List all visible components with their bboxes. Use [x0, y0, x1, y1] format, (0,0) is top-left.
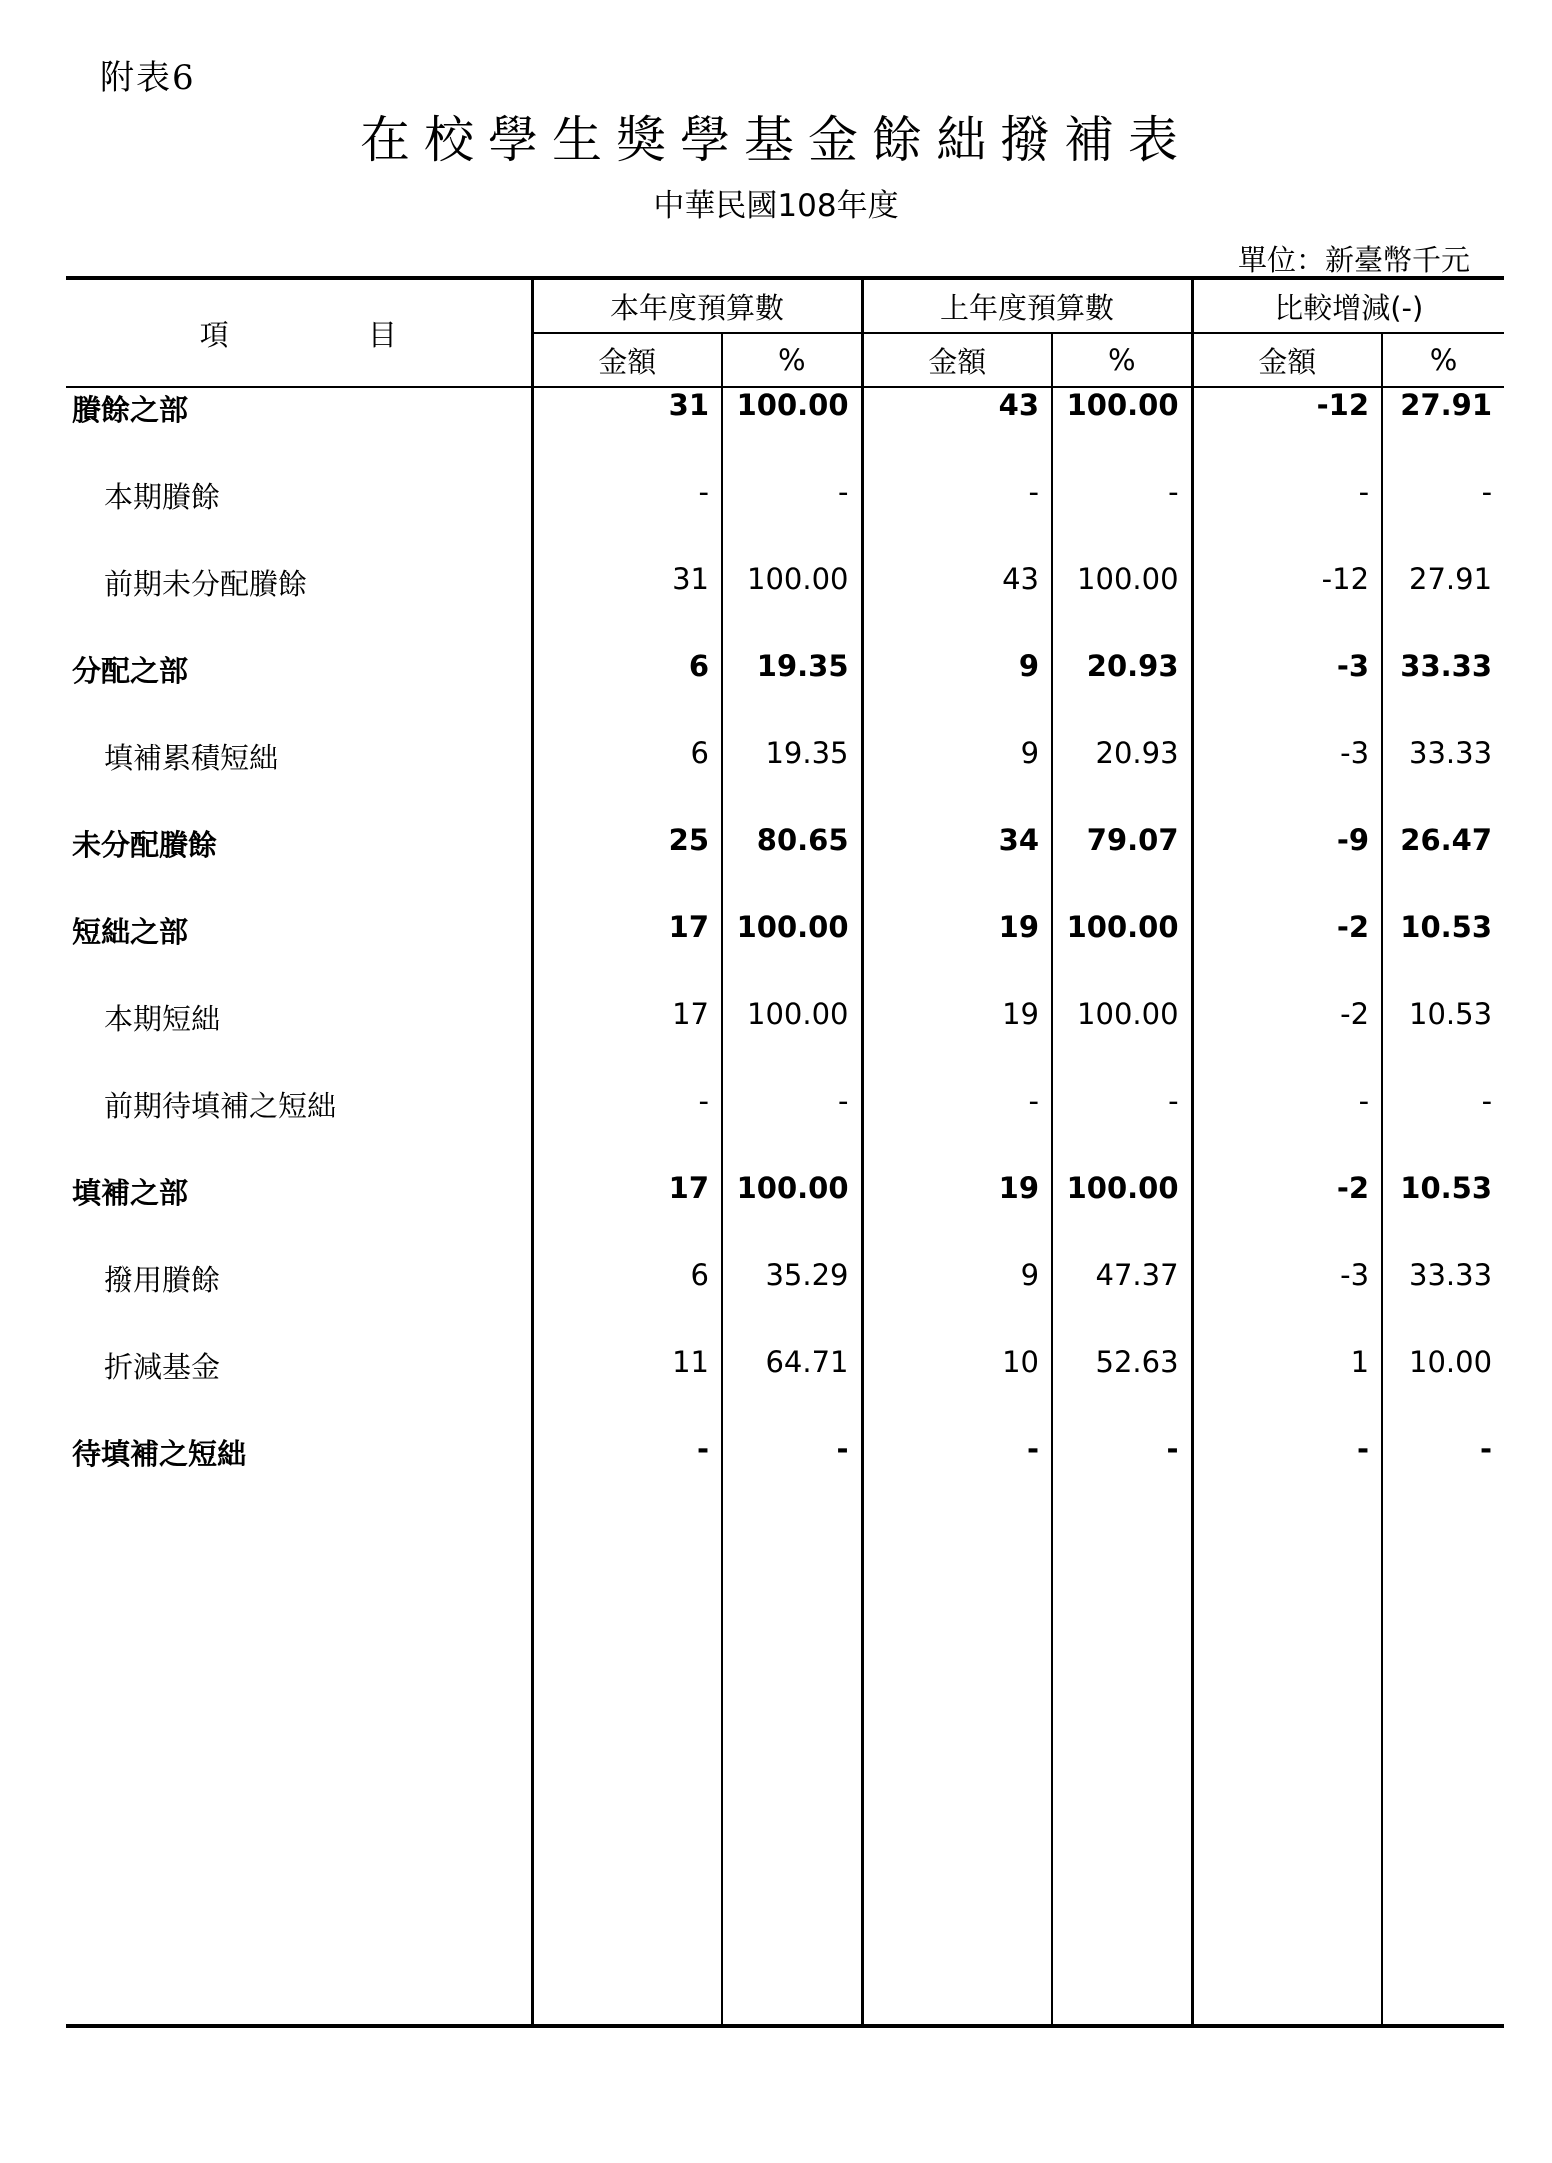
table-row: [66, 649, 1504, 736]
current-amount-cell: 31: [532, 562, 722, 649]
surplus-deficit-table: [66, 276, 1504, 2028]
current-amount-cell: 17: [532, 1171, 722, 1258]
row-label: 待填補之短絀: [72, 1437, 247, 1471]
table-row: [66, 1345, 1504, 1432]
current-percent-cell: -: [722, 475, 862, 562]
table-row: [66, 1084, 1504, 1171]
difference-percent-cell: 27.91: [1382, 562, 1504, 649]
previous-percent-cell: -: [1052, 475, 1192, 562]
filler-cell: [1052, 1519, 1192, 2026]
current-percent-cell: 100.00: [722, 997, 862, 1084]
filler-cell: [862, 1519, 1052, 2026]
attachment-label: 附表6: [100, 58, 196, 98]
difference-amount-cell: -2: [1192, 1171, 1382, 1258]
previous-amount-cell: 34: [862, 823, 1052, 910]
difference-amount-cell: -2: [1192, 910, 1382, 997]
difference-percent-cell: -: [1382, 1432, 1504, 1519]
difference-percent-cell: 10.53: [1382, 1171, 1504, 1258]
row-label: 本期賸餘: [104, 480, 221, 514]
item-column-header: 項 目: [66, 278, 532, 387]
previous-amount-cell: 9: [862, 736, 1052, 823]
row-label: 前期待填補之短絀: [104, 1089, 337, 1123]
filler-cell: [1382, 1519, 1504, 2026]
difference-amount-cell: 1: [1192, 1345, 1382, 1432]
difference-percent-cell: 33.33: [1382, 649, 1504, 736]
previous-percent-cell: 100.00: [1052, 562, 1192, 649]
current-percent-cell: 100.00: [722, 910, 862, 997]
current-amount-cell: -: [532, 475, 722, 562]
previous-percent-cell: 100.00: [1052, 1171, 1192, 1258]
table-row: [66, 823, 1504, 910]
table-body: [66, 387, 1504, 2026]
previous-amount-cell: -: [862, 1432, 1052, 1519]
amount-header: 金額: [532, 333, 722, 387]
previous-percent-cell: 20.93: [1052, 649, 1192, 736]
current-amount-cell: 17: [532, 997, 722, 1084]
row-label: 賸餘之部: [72, 393, 189, 427]
current-percent-cell: 35.29: [722, 1258, 862, 1345]
row-label: 未分配賸餘: [72, 828, 218, 862]
previous-percent-cell: 52.63: [1052, 1345, 1192, 1432]
current-percent-cell: 19.35: [722, 649, 862, 736]
table-row: [66, 475, 1504, 562]
previous-amount-cell: 9: [862, 1258, 1052, 1345]
previous-percent-cell: 100.00: [1052, 387, 1192, 475]
previous-amount-cell: -: [862, 1084, 1052, 1171]
table-row: [66, 562, 1504, 649]
filler-cell: [722, 1519, 862, 2026]
difference-percent-cell: -: [1382, 1084, 1504, 1171]
difference-percent-cell: 10.53: [1382, 997, 1504, 1084]
previous-amount-cell: 43: [862, 387, 1052, 475]
filler-cell: [532, 1519, 722, 2026]
current-percent-cell: 100.00: [722, 1171, 862, 1258]
previous-percent-cell: 100.00: [1052, 910, 1192, 997]
row-label: 填補之部: [72, 1176, 189, 1210]
current-amount-cell: 17: [532, 910, 722, 997]
difference-percent-cell: 26.47: [1382, 823, 1504, 910]
filler-cell: [66, 1519, 532, 2026]
current-percent-cell: 100.00: [722, 562, 862, 649]
previous-amount-cell: 43: [862, 562, 1052, 649]
row-label: 本期短絀: [104, 1002, 221, 1036]
previous-year-header: 上年度預算數: [862, 278, 1192, 333]
previous-percent-cell: -: [1052, 1432, 1192, 1519]
current-amount-cell: 6: [532, 649, 722, 736]
current-amount-cell: 25: [532, 823, 722, 910]
previous-amount-cell: 10: [862, 1345, 1052, 1432]
difference-amount-cell: -: [1192, 1432, 1382, 1519]
current-amount-cell: -: [532, 1084, 722, 1171]
difference-percent-cell: 10.53: [1382, 910, 1504, 997]
previous-percent-cell: 20.93: [1052, 736, 1192, 823]
table-row: [66, 997, 1504, 1084]
current-percent-cell: -: [722, 1084, 862, 1171]
row-label: 分配之部: [72, 654, 189, 688]
table-row: [66, 736, 1504, 823]
current-year-header: 本年度預算數: [532, 278, 862, 333]
current-percent-cell: 64.71: [722, 1345, 862, 1432]
table-row: [66, 1171, 1504, 1258]
table-filler-row: [66, 1519, 1504, 2026]
previous-amount-cell: 19: [862, 1171, 1052, 1258]
current-percent-cell: -: [722, 1432, 862, 1519]
table-row: [66, 1258, 1504, 1345]
current-percent-cell: 80.65: [722, 823, 862, 910]
amount-header: 金額: [1192, 333, 1382, 387]
row-label: 短絀之部: [72, 915, 189, 949]
difference-amount-cell: -12: [1192, 387, 1382, 475]
previous-percent-cell: 47.37: [1052, 1258, 1192, 1345]
document-title: 在校學生獎學基金餘絀撥補表: [360, 111, 1192, 169]
difference-amount-cell: -9: [1192, 823, 1382, 910]
amount-header: 金額: [862, 333, 1052, 387]
previous-amount-cell: 19: [862, 910, 1052, 997]
currency-unit: 單位：新臺幣千元: [1237, 243, 1470, 277]
current-percent-cell: 19.35: [722, 736, 862, 823]
current-amount-cell: 11: [532, 1345, 722, 1432]
previous-amount-cell: 9: [862, 649, 1052, 736]
difference-percent-cell: 33.33: [1382, 1258, 1504, 1345]
difference-percent-cell: -: [1382, 475, 1504, 562]
difference-percent-cell: 27.91: [1382, 387, 1504, 475]
table-row: [66, 1432, 1504, 1519]
difference-amount-cell: -: [1192, 475, 1382, 562]
percent-header: %: [722, 333, 862, 387]
difference-amount-cell: -12: [1192, 562, 1382, 649]
row-label: 填補累積短絀: [104, 741, 279, 775]
current-amount-cell: 6: [532, 1258, 722, 1345]
table-row: [66, 910, 1504, 997]
difference-amount-cell: -3: [1192, 1258, 1382, 1345]
previous-percent-cell: 79.07: [1052, 823, 1192, 910]
percent-header: %: [1052, 333, 1192, 387]
percent-header: %: [1382, 333, 1504, 387]
table-row: [66, 387, 1504, 475]
current-percent-cell: 100.00: [722, 387, 862, 475]
row-label: 撥用賸餘: [104, 1263, 221, 1297]
difference-header: 比較增減(-): [1192, 278, 1504, 333]
difference-percent-cell: 10.00: [1382, 1345, 1504, 1432]
document-subtitle: 中華民國108年度: [653, 188, 899, 224]
row-label: 前期未分配賸餘: [104, 567, 308, 601]
previous-amount-cell: 19: [862, 997, 1052, 1084]
row-label: 折減基金: [104, 1350, 221, 1384]
difference-amount-cell: -3: [1192, 649, 1382, 736]
difference-percent-cell: 33.33: [1382, 736, 1504, 823]
difference-amount-cell: -3: [1192, 736, 1382, 823]
current-amount-cell: -: [532, 1432, 722, 1519]
difference-amount-cell: -: [1192, 1084, 1382, 1171]
previous-amount-cell: -: [862, 475, 1052, 562]
current-amount-cell: 31: [532, 387, 722, 475]
filler-cell: [1192, 1519, 1382, 2026]
current-amount-cell: 6: [532, 736, 722, 823]
previous-percent-cell: -: [1052, 1084, 1192, 1171]
difference-amount-cell: -2: [1192, 997, 1382, 1084]
table-header: [66, 278, 1504, 387]
previous-percent-cell: 100.00: [1052, 997, 1192, 1084]
